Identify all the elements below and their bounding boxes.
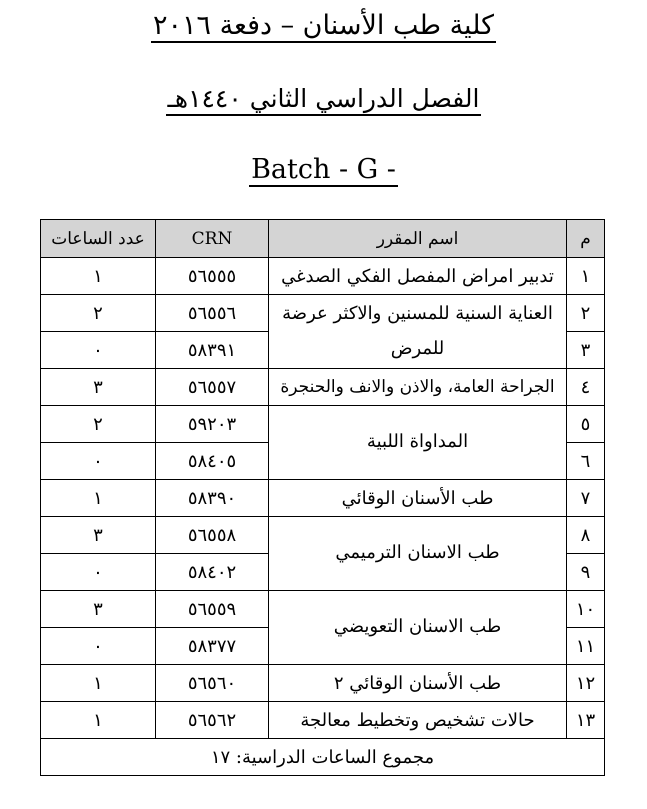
course-crn: ٥٦٥٥٦ [156, 295, 269, 332]
course-hours: ٠ [41, 554, 156, 591]
semester-title [0, 84, 647, 116]
table-row [41, 406, 605, 443]
course-crn: ٥٦٥٥٨ [156, 517, 269, 554]
row-index: ٩ [567, 554, 605, 591]
title-line-2: الفصل الدراسي الثاني ١٤٤٠هـ [166, 85, 482, 116]
course-hours: ٣ [41, 517, 156, 554]
course-name: طب الأسنان الوقائي [269, 480, 567, 517]
course-crn: ٥٦٥٥٧ [156, 369, 269, 406]
table-header-row [41, 220, 605, 258]
row-index: ٦ [567, 443, 605, 480]
row-index: ٤ [567, 369, 605, 406]
row-index: ١٢ [567, 665, 605, 702]
course-name: طب الاسنان التعويضي [269, 591, 567, 665]
courses-table [40, 219, 605, 776]
course-hours: ٠ [41, 628, 156, 665]
row-index: ٧ [567, 480, 605, 517]
course-hours: ٢ [41, 406, 156, 443]
table-row [41, 480, 605, 517]
course-crn: ٥٩٢٠٣ [156, 406, 269, 443]
course-hours: ١ [41, 480, 156, 517]
table-row [41, 295, 605, 332]
course-crn: ٥٦٥٦٢ [156, 702, 269, 739]
title-line-3: Batch - G - [249, 154, 398, 187]
course-name: طب الاسنان الترميمي [269, 517, 567, 591]
document-title [0, 10, 647, 43]
column-header-course-name: اسم المقرر [269, 220, 567, 258]
course-crn: ٥٦٥٥٩ [156, 591, 269, 628]
course-crn: ٥٨٣٩١ [156, 332, 269, 369]
row-index: ٥ [567, 406, 605, 443]
course-crn: ٥٦٥٦٠ [156, 665, 269, 702]
column-header-crn: CRN [156, 220, 269, 258]
row-index: ٣ [567, 332, 605, 369]
row-index: ١١ [567, 628, 605, 665]
course-name: المداواة اللبية [269, 406, 567, 480]
row-index: ٢ [567, 295, 605, 332]
course-name: الجراحة العامة، والاذن والانف والحنجرة [269, 369, 567, 406]
course-hours: ٣ [41, 591, 156, 628]
table-row [41, 369, 605, 406]
course-name: طب الأسنان الوقائي ٢ [269, 665, 567, 702]
batch-title [0, 154, 647, 187]
total-row [41, 739, 605, 776]
total-hours: مجموع الساعات الدراسية: ١٧ [41, 739, 605, 776]
title-line-1: كلية طب الأسنان – دفعة ٢٠١٦ [151, 10, 496, 43]
course-name: تدبير امراض المفصل الفكي الصدغي [269, 258, 567, 295]
course-name: العناية السنية للمسنين والاكثر عرضة للمرض [269, 295, 567, 369]
course-hours: ٣ [41, 369, 156, 406]
course-crn: ٥٦٥٥٥ [156, 258, 269, 295]
column-header-hours: عدد الساعات [41, 220, 156, 258]
course-crn: ٥٨٤٠٢ [156, 554, 269, 591]
course-hours: ١ [41, 702, 156, 739]
table-row [41, 591, 605, 628]
row-index: ١ [567, 258, 605, 295]
course-crn: ٥٨٣٩٠ [156, 480, 269, 517]
row-index: ١٣ [567, 702, 605, 739]
course-crn: ٥٨٤٠٥ [156, 443, 269, 480]
course-hours: ٢ [41, 295, 156, 332]
table-row [41, 665, 605, 702]
course-hours: ١ [41, 665, 156, 702]
course-hours: ٠ [41, 443, 156, 480]
table-row [41, 258, 605, 295]
course-hours: ٠ [41, 332, 156, 369]
course-crn: ٥٨٣٧٧ [156, 628, 269, 665]
row-index: ٨ [567, 517, 605, 554]
course-hours: ١ [41, 258, 156, 295]
column-header-index: م [567, 220, 605, 258]
course-name: حالات تشخيص وتخطيط معالجة [269, 702, 567, 739]
row-index: ١٠ [567, 591, 605, 628]
table-row [41, 702, 605, 739]
table-row [41, 517, 605, 554]
